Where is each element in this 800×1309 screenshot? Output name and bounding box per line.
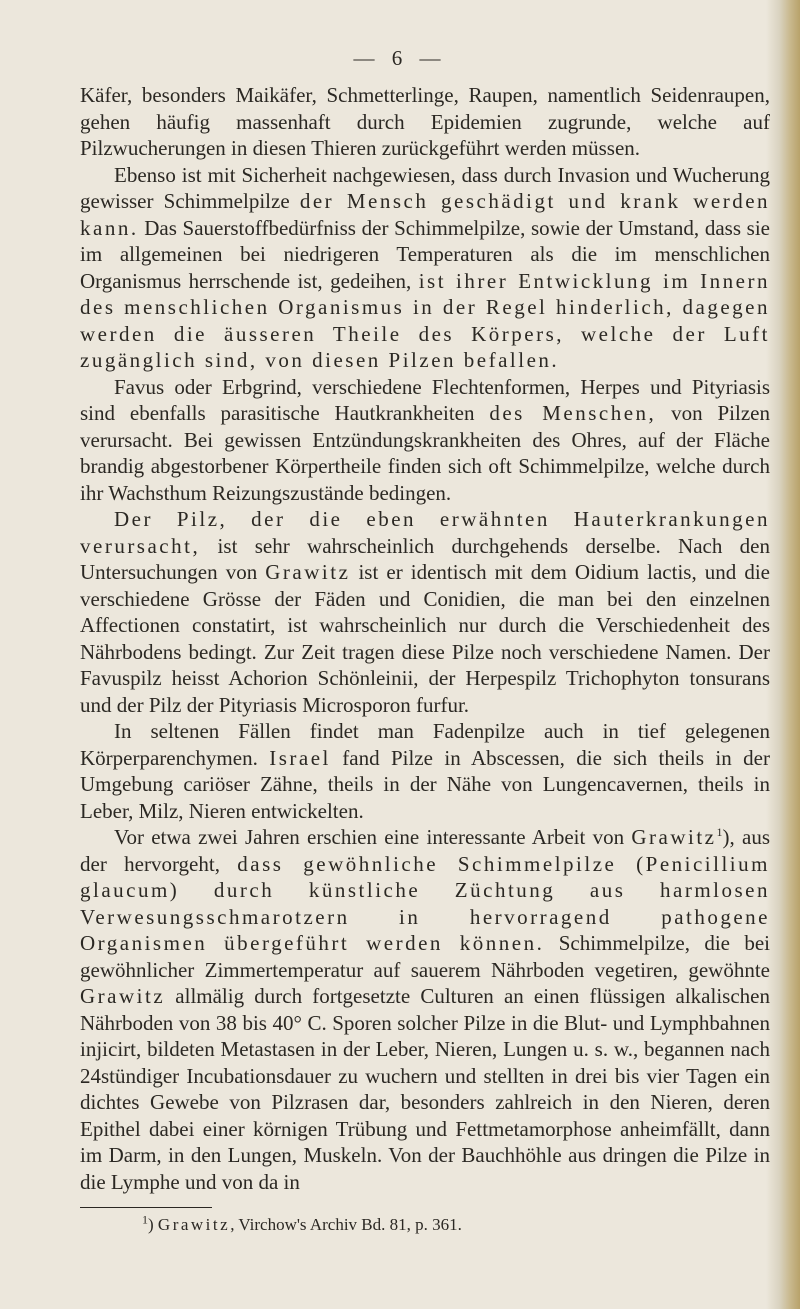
spaced-text: Der Pilz, der die eben erwähnten Hauterkrankungen verursacht, bbox=[80, 507, 770, 558]
text-run: fand Pilze in Abscessen, die sich theils in der Umgebung cariöser Zähne, theils in der Nähe von Lungencavernen, theils in Leber, Milz, Nieren entwickelten. bbox=[80, 745, 770, 823]
footnote-rule bbox=[80, 1207, 212, 1208]
paragraph bbox=[80, 82, 770, 162]
spaced-text: Grawitz bbox=[265, 560, 351, 584]
paragraph bbox=[80, 718, 770, 824]
paragraph bbox=[80, 374, 770, 507]
body-text bbox=[80, 82, 770, 1236]
text-run: ) bbox=[148, 1215, 158, 1234]
spaced-text: der Mensch geschädigt und krank werden kann. bbox=[80, 189, 771, 240]
text-run: Ebenso ist mit Sicherheit nachgewiesen, dass durch Invasion und Wucherung gewisser Schimmelpilze bbox=[80, 162, 770, 213]
text-run: von Pilzen verursacht. Bei gewissen Entzündungskrankheiten des Ohres, auf der Fläche brandig abgestorbener Körpertheile finden sich oft Schimmelpilze, welche durch ihr Wachsthum Reizungszustände bedingen. bbox=[80, 401, 770, 505]
spaced-text: Grawitz bbox=[631, 825, 717, 849]
text-run: Käfer, besonders Maikäfer, Schmetterlinge, Raupen, namentlich Seidenraupen, gehen häufig massenhaft durch Epidemien zugrunde, welche auf Pilzwucherungen in diesen Thieren zurückgeführt werden müssen. bbox=[80, 83, 770, 160]
spaced-text: des Menschen, bbox=[489, 401, 657, 425]
spaced-text: Grawitz bbox=[157, 1215, 231, 1234]
paragraph bbox=[80, 162, 770, 374]
text-run: Das Sauerstoffbedürfniss der Schimmelpilze, sowie der Umstand, dass sie im allgemeinen bei niedrigeren Temperaturen als die im menschlichen Organismus herrschende ist, gedeihen, bbox=[80, 215, 770, 293]
text-run: ist sehr wahrscheinlich durchgehends derselbe. Nach den Untersuchungen von bbox=[80, 533, 770, 584]
footnote-marker: 1 bbox=[716, 825, 723, 839]
text-run: ist er identisch mit dem Oidium lactis, und die verschiedene Grösse der Fäden und Conidien, die man bei den einzelnen Affectionen constatirt, ist wahrscheinlich nur durch die Verschiedenheit des Nährbodens bedingt. Zur Zeit tragen diese Pilze noch verschiedene Namen. Der Favuspilz heisst Achorion Schönleinii, der Herpespilz Trichophyton tonsurans und der Pilz der Pityriasis Microsporon furfur. bbox=[80, 560, 770, 717]
paragraph bbox=[80, 824, 770, 1195]
text-run: Vor etwa zwei Jahren erschien eine interessante Arbeit von bbox=[114, 825, 632, 849]
footnote-marker: 1 bbox=[142, 1212, 148, 1227]
spaced-text: Grawitz bbox=[80, 984, 166, 1008]
text-run: allmälig durch fortgesetzte Culturen an einen flüssigen alkalischen Nährboden von 38 bis 40° C. Sporen solcher Pilze in die Blut- und Lymphbahnen injicirt, bildeten Metastasen in der Leber, Nieren, Lungen u. s. w., begannen nach 24stündiger Incubationsdauer zu wuchern und stellten in drei bis vier Tagen ein dichtes Gewebe von Pilzrasen dar, besonders zahlreich in den Nieren, deren Epithel dabei einer körnigen Trübung und Fettmetamorphose anheimfällt, dann im Darm, in den Lungen, Muskeln. Von der Bauchhöhle aus dringen die Pilze in die Lymphe und von da in bbox=[80, 984, 770, 1194]
text-run: Schimmelpilze, die bei gewöhnlicher Zimmertemperatur auf sauerem Nährboden vegetiren, gewöhnte bbox=[80, 931, 770, 982]
paragraphs bbox=[80, 82, 770, 1195]
paragraph bbox=[80, 506, 770, 718]
footnote bbox=[80, 1214, 770, 1236]
spaced-text: dass gewöhnliche Schimmelpilze (Penicillium glaucum) durch künstliche Züchtung aus harmlosen Verwesungsschmarotzern in hervorragend pathogene Organismen übergeführt werden können. bbox=[80, 851, 770, 955]
text-run: Favus oder Erbgrind, verschiedene Flechtenformen, Herpes und Pityriasis sind ebenfalls parasitische Hautkrankheiten bbox=[80, 374, 770, 425]
text-run: ), aus der hervorgeht, bbox=[80, 825, 770, 876]
spaced-text: ist ihrer Entwicklung im Innern des menschlichen Organismus in der Regel hinderlich, dagegen werden die äusseren Theile des Körpers, welche der Luft zugänglich sind, von diesen Pilzen befallen. bbox=[80, 268, 770, 372]
page-number: — 6 — bbox=[353, 46, 447, 70]
spaced-text: Israel bbox=[269, 745, 331, 770]
text-run: In seltenen Fällen findet man Fadenpilze auch in tief gelegenen Körperparenchymen. bbox=[80, 719, 770, 770]
text-run: , Virchow's Archiv Bd. 81, p. 361. bbox=[230, 1215, 462, 1234]
page-edge bbox=[766, 0, 800, 1309]
